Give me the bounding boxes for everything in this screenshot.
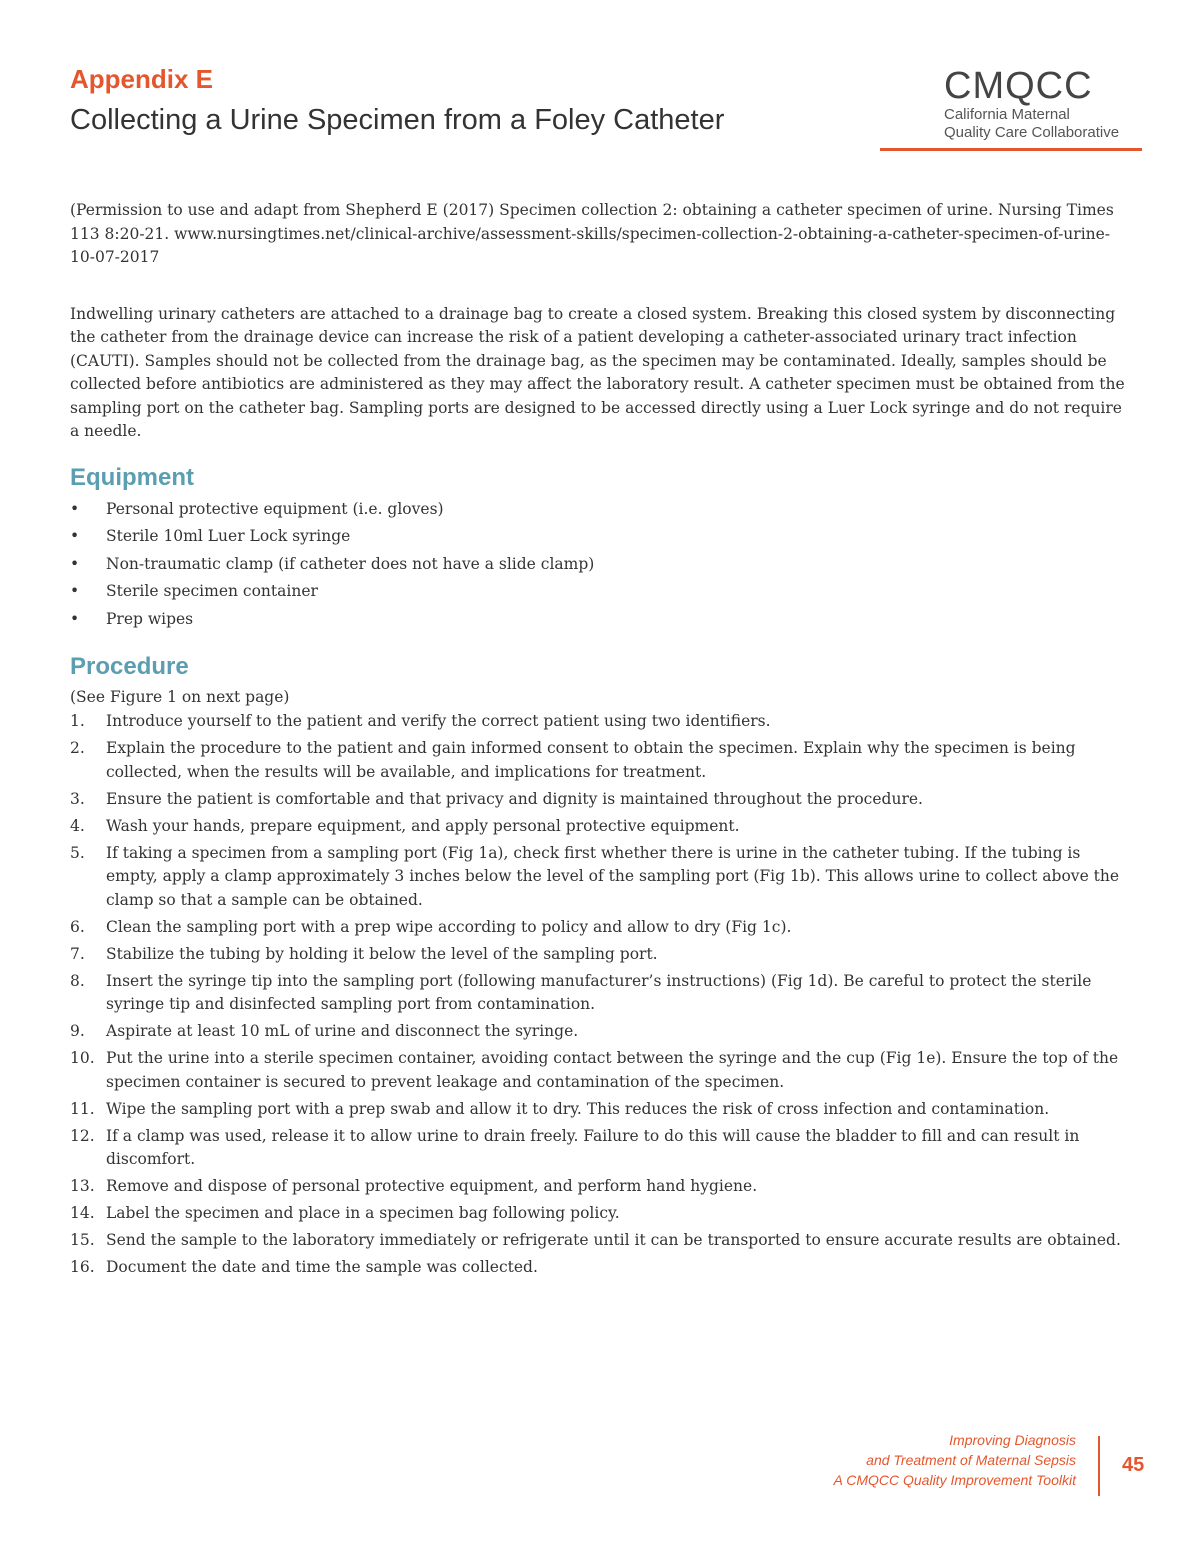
- step-text: Explain the procedure to the patient and gain informed consent to obtain the specimen. Explain why the specimen is being collected, when the results will be available, and implications for treatment.: [106, 739, 1076, 781]
- step-number: 2.: [70, 739, 85, 757]
- step-text: Wash your hands, prepare equipment, and apply personal protective equipment.: [106, 816, 740, 835]
- list-item: [70, 943, 1130, 967]
- step-number: 8.: [70, 971, 85, 990]
- bullet-icon: •: [70, 554, 80, 573]
- step-number: 15.: [70, 1231, 95, 1249]
- bullet-icon: •: [70, 582, 80, 600]
- logo-wordmark: CMQCC: [944, 65, 1093, 107]
- list-item: [70, 551, 1130, 579]
- step-text: If a clamp was used, release it to allow urine to drain freely. Failure to do this will cause the bladder to fill and can result in discomfort.: [106, 1126, 1080, 1168]
- list-item: [70, 737, 1130, 784]
- step-number: 14.: [70, 1204, 95, 1222]
- step-number: 3.: [70, 789, 85, 808]
- main-content: [70, 199, 1130, 1283]
- step-text: Aspirate at least 10 mL of urine and disconnect the syringe.: [106, 1022, 579, 1040]
- list-item: [70, 1175, 1130, 1199]
- step-number: 7.: [70, 944, 85, 963]
- step-text: Ensure the patient is comfortable and that privacy and dignity is maintained throughout the procedure.: [106, 789, 923, 808]
- step-number: 1.: [70, 712, 85, 730]
- equipment-heading: Equipment: [70, 463, 194, 491]
- logo-divider: [880, 148, 1142, 151]
- page-number: 45: [1122, 1454, 1145, 1476]
- procedure-steps: [70, 710, 1130, 1280]
- step-text: If taking a specimen from a sampling port (Fig 1a), check first whether there is urine in the catheter tubing. If the tubing is empty, apply a clamp approximately 3 inches below the level of the sampling port (Fig 1b). This allows urine to collect above the clamp so that a sample can be obtained.: [106, 843, 1120, 909]
- step-number: 12.: [70, 1126, 95, 1145]
- list-item: [70, 842, 1130, 913]
- footer-line-2: and Treatment of Maternal Sepsis: [866, 1452, 1076, 1468]
- figure-reference: (See Figure 1 on next page): [70, 688, 290, 706]
- step-text: Put the urine into a sterile specimen container, avoiding contact between the syringe and the cup (Fig 1e). Ensure the top of the specimen container is secured to prevent leakage and contamination of the specimen.: [106, 1049, 1119, 1091]
- page-title: Collecting a Urine Specimen from a Foley Catheter: [70, 104, 725, 136]
- list-item: [70, 523, 1130, 551]
- step-number: 16.: [70, 1258, 95, 1276]
- step-text: Send the sample to the laboratory immediately or refrigerate until it can be transported to ensure accurate results are obtained.: [106, 1231, 1121, 1249]
- equipment-list: [70, 496, 1130, 634]
- step-text: Clean the sampling port with a prep wipe according to policy and allow to dry (Fig 1c).: [106, 917, 792, 936]
- list-item: [70, 788, 1130, 812]
- bullet-icon: •: [70, 609, 80, 628]
- step-text: Stabilize the tubing by holding it below the level of the sampling port.: [106, 944, 658, 963]
- list-item: [70, 496, 1130, 524]
- permission-note: (Permission to use and adapt from Shepherd E (2017) Specimen collection 2: obtaining a catheter specimen of urine. Nursing Times 113 8:20-21. www.nursingtimes.net/clinical-archive/assessment-skills/specimen-collection-2-obtaining-a-catheter-specimen-of-urine-10-07-2017: [70, 201, 1114, 266]
- equipment-item-text: Personal protective equipment (i.e. gloves): [106, 499, 444, 518]
- step-text: Introduce yourself to the patient and verify the correct patient using two identifiers.: [106, 712, 771, 730]
- step-number: 4.: [70, 816, 85, 835]
- step-number: 10.: [70, 1049, 95, 1067]
- footer-toolkit-title: [834, 1430, 1076, 1490]
- step-text: Insert the syringe tip into the sampling port (following manufacturer’s instructions) (Fig 1d). Be careful to protect the sterile syringe tip and disinfected sampling port from contamination.: [106, 971, 1092, 1013]
- list-item: [70, 815, 1130, 839]
- cmqcc-logo: [880, 66, 1142, 151]
- list-item: [70, 970, 1130, 1017]
- list-item: [70, 578, 1130, 606]
- step-number: 5.: [70, 843, 85, 862]
- step-text: Remove and dispose of personal protective equipment, and perform hand hygiene.: [106, 1177, 758, 1195]
- equipment-item-text: Sterile 10ml Luer Lock syringe: [106, 527, 351, 545]
- step-text: Document the date and time the sample was collected.: [106, 1258, 538, 1276]
- step-number: 11.: [70, 1099, 95, 1118]
- bullet-icon: •: [70, 499, 80, 518]
- list-item: [70, 1125, 1130, 1172]
- footer-line-3: A CMQCC Quality Improvement Toolkit: [833, 1472, 1076, 1488]
- bullet-icon: •: [70, 527, 80, 545]
- equipment-item-text: Non-traumatic clamp (if catheter does not have a slide clamp): [106, 554, 595, 573]
- list-item: [70, 606, 1130, 634]
- footer-divider: [1098, 1436, 1100, 1496]
- list-item: [70, 1256, 1130, 1280]
- step-number: 6.: [70, 917, 85, 936]
- equipment-item-text: Prep wipes: [106, 609, 194, 628]
- list-item: [70, 710, 1130, 734]
- list-item: [70, 916, 1130, 940]
- list-item: [70, 1047, 1130, 1094]
- list-item: [70, 1229, 1130, 1253]
- step-text: Wipe the sampling port with a prep swab and allow it to dry. This reduces the risk of cross infection and contamination.: [106, 1099, 1050, 1118]
- step-number: 13.: [70, 1177, 95, 1195]
- footer-line-1: Improving Diagnosis: [949, 1432, 1076, 1448]
- logo-line-1: California Maternal: [944, 106, 1070, 123]
- appendix-label: Appendix E: [70, 64, 214, 94]
- equipment-item-text: Sterile specimen container: [106, 582, 318, 600]
- logo-line-2: Quality Care Collaborative: [944, 124, 1120, 141]
- list-item: [70, 1098, 1130, 1122]
- step-text: Label the specimen and place in a specimen bag following policy.: [106, 1204, 620, 1222]
- list-item: [70, 1202, 1130, 1226]
- procedure-heading: Procedure: [70, 653, 189, 680]
- list-item: [70, 1020, 1130, 1044]
- step-number: 9.: [70, 1022, 85, 1040]
- intro-paragraph: Indwelling urinary catheters are attached to a drainage bag to create a closed system. Breaking this closed system by disconnecting the catheter from the drainage device can increase the risk of a patient developing a catheter-associated urinary tract infection (CAUTI). Samples should not be collected from the drainage bag, as the specimen may be contaminated. Ideally, samples should be collected before antibiotics are administered as they may affect the laboratory result. A catheter specimen must be obtained from the sampling port on the catheter bag. Sampling ports are designed to be accessed directly using a Luer Lock syringe and do not require a needle.: [70, 304, 1125, 440]
